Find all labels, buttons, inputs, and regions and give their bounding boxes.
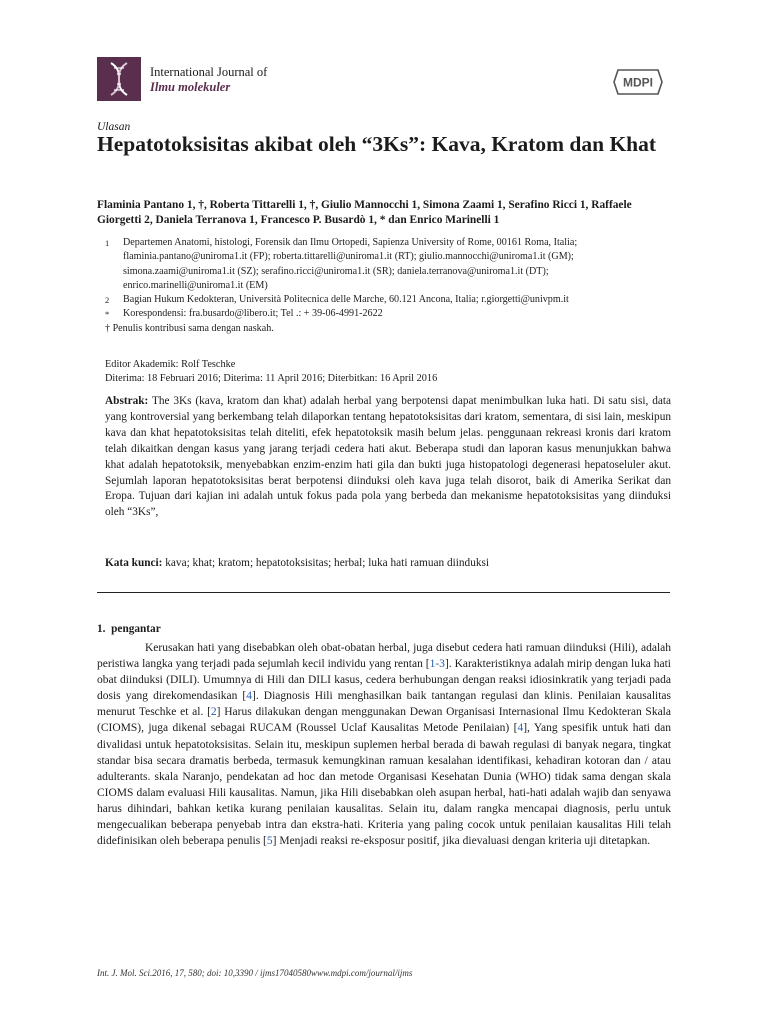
affiliation-mark: 2	[105, 295, 110, 306]
academic-editor: Editor Akademik: Rolf Teschke	[105, 359, 236, 370]
affiliation-mark: *	[105, 309, 110, 320]
text-run: ] Harus dilakukan dengan menggunakan Dewan Organisasi Internasional Ilmu Kedokteran Skala (CIOMS), juga dikenal sebagai RUCAM (Roussel Uclaf Kausalitas Metode Penilaian) [	[97, 706, 671, 735]
journal-logo	[97, 57, 141, 101]
article-meta	[105, 358, 665, 387]
divider	[97, 592, 670, 593]
text-run: Kerusakan hati yang disebabkan oleh obat-obatan herbal, juga disebut cedera hati ramuan diinduksi (Hili), adalah peristiwa langka yang terjadi pada sejumlah kecil individu yang rentan [	[97, 642, 671, 671]
publication-dates: Diterima: 18 Februari 2016; Diterima: 11 April 2016; Diterbitkan: 16 April 2016	[105, 373, 438, 385]
affiliation-text: † Penulis kontribusi sama dengan naskah.	[105, 322, 274, 334]
article-type: Ulasan	[97, 121, 131, 133]
journal-name-line2: Ilmu molekuler	[150, 80, 231, 94]
affiliation-1	[105, 236, 670, 293]
body-text	[97, 640, 671, 849]
correspondence	[105, 307, 670, 321]
text-run: ], Yang spesifik untuk hati dan divalidasi untuk hepatotoksisitas. Selain itu, meskipun suplemen herbal berada di bawah regulasi di banyak negara, tingkat standar bisa secara dramatis berbeda, termasuk kemungkinan ramuan kesalahan identifikasi, kehadiran kotoran dan / atau adulterants. skala Naranjo, pendekatan ad hoc dan metode Organisasi Kesehatan Dunia (WHO) tidak sama dengan skala CIOMS dalam evaluasi Hili kausalitas. Namun, jika Hili disebabkan oleh asupan herbal, hati-hati adalah wajib dan senyawa harus dihindari, bahkan ketika kurang penilaian kausalitas. Selain itu, dalam rangka mencapai diagnosis, perlu untuk mengecualikan beberapa penyebab intra dan ekstra-hati. Kriteria yang paling cocok untuk penilaian kausalitas Hili telah didefinisikan oleh beberapa penulis [	[97, 722, 671, 848]
mdpi-logo	[612, 68, 664, 96]
journal-name-line1: International Journal of	[150, 65, 268, 79]
equal-contribution-note	[105, 322, 670, 336]
affiliation-mark: 1	[105, 238, 110, 248]
abstract-label: Abstrak:	[105, 395, 149, 407]
citation-link[interactable]: 1-3	[429, 658, 445, 671]
abstract-text: The 3Ks (kava, kratom dan khat) adalah herbal yang berpotensi dapat menimbulkan luka hati. Di satu sisi, data yang kontroversial yang berkembang telah dilaporkan tentang hepatotoksisitas dari kratom, sementara, di sisi lain, meskipun kava dan khat hepatotoksisitas telah diteliti, efek hepatotoksik masih belum jelas. penggunaan rekreasi kronis dari kratom telah dikaitkan dengan kasus yang jarang terjadi cedera hati akut. Beberapa studi dan laporan kasus menunjukkan bahwa khat adalah hepatotoksik, menyebabkan enzim-enzim hati gila dan bukti juga histopatologi degenerasi hepatoseluler akut. Sejumlah laporan hepatotoksisitas berat berpotensi diinduksi oleh kava juga telah disorot, baik di Amerika Serikat dan Eropa. Tujuan dari kajian ini adalah untuk fokus pada pola yang berbeda dan mekanisme hepatotoksisitas yang diinduksi oleh “3Ks”,	[105, 395, 672, 519]
affiliation-text: Bagian Hukum Kedokteran, Università Politecnica delle Marche, 60.121 Ancona, Italia; r.giorgetti@univpm.it	[123, 294, 569, 306]
mdpi-logo-text: MDPI	[623, 75, 653, 90]
text-run: ] Menjadi reaksi re-eksposur positif, jika dievaluasi dengan kriteria uji ditetapkan.	[272, 835, 651, 848]
page-footer: Int. J. Mol. Sci.2016, 17, 580; doi: 10,3390 / ijms17040580www.mdpi.com/journal/ijms	[97, 968, 413, 978]
journal-name	[150, 65, 267, 95]
text-run: ]. Diagnosis Hili menghasilkan baik tantangan regulasi dan klinis. Penilaian kausalitas menurut Teschke et al. [	[97, 690, 671, 719]
keywords-label: Kata kunci:	[105, 557, 163, 569]
abstract	[105, 394, 671, 521]
citation-link[interactable]: 5	[266, 835, 273, 848]
keywords-text: kava; khat; kratom; hepatotoksisitas; herbal; luka hati ramuan diinduksi	[165, 557, 490, 569]
affiliation-text: Departemen Anatomi, histologi, Forensik dan Ilmu Ortopedi, Sapienza University of Rome, 00161 Roma, Italia; flaminia.pantano@uniroma1.it (FP); roberta.tittarelli@uniroma1.it (RT); giulio.mannocchi@uniroma1.it (GM); simona.zaami@uniroma1.it (SZ); serafino.ricci@uniroma1.it (SR); daniela.terranova@uniroma1.it (DT); enrico.marinelli@uniroma1.it (EM)	[123, 237, 578, 291]
affiliations	[105, 236, 670, 336]
affiliation-text: Korespondensi: fra.busardo@libero.it; Tel .: + 39-06-4991-2622	[123, 308, 383, 320]
dna-helix-icon	[97, 57, 141, 101]
paragraph	[97, 640, 671, 849]
section-number: 1.	[97, 623, 106, 635]
citation-link[interactable]: 4	[246, 690, 253, 703]
article-title: Hepatotoksisitas akibat oleh “3Ks”: Kava, Kratom dan Khat	[97, 132, 657, 156]
citation-link[interactable]: 4	[517, 722, 524, 735]
section-heading	[97, 623, 161, 635]
section-title: pengantar	[111, 623, 161, 635]
text-run: ]. Karakteristiknya adalah mirip dengan luka hati obat diinduksi (DILI). Umumnya di Hili dan DILI kasus, cedera berhubungan dengan reaksi idiosinkratik yang terjadi pada dosis yang direkomendasikan [	[97, 658, 671, 703]
citation-link[interactable]: 2	[210, 706, 217, 719]
keywords	[105, 556, 671, 571]
author-list: Flaminia Pantano 1, †, Roberta Tittarelli 1, †, Giulio Mannocchi 1, Simona Zaami 1, Serafino Ricci 1, Raffaele Giorgetti 2, Daniela Terranova 1, Francesco P. Busardò 1, * dan Enrico Marinelli 1	[97, 199, 632, 226]
affiliation-2	[105, 293, 670, 307]
